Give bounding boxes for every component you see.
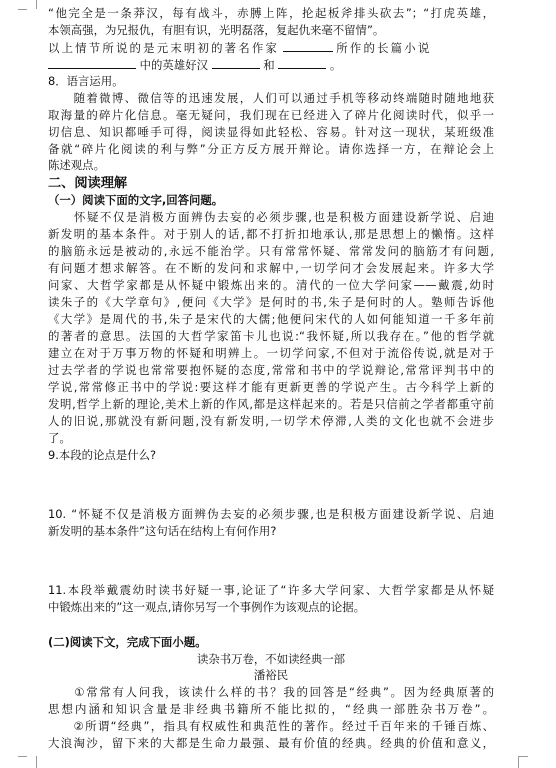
passage2-line-3: ②所谓“经典”，指具有权威性和典范性的著作。经过千百年来的千锤百炼、 [48, 719, 494, 733]
part-1-title: （一）阅读下面的文字,回答问题。 [48, 193, 224, 207]
passage1-line-11: 学说,常常修正书中的学说:要这样才能有更新更善的学说产生。古今科学上新的 [48, 380, 494, 394]
passage2-line-4: 大浪淘沙，留下来的大都是生命力最强、最有价值的经典。经典的价值和意义， [48, 736, 494, 750]
passage2-title: 读杂书万卷，不如读经典一部 [196, 652, 346, 666]
answer-blank-author[interactable] [283, 40, 333, 52]
passage1-line-5: 问家、大哲学家都是从怀疑中锻炼出来的。清代的一位大学问家——戴震,幼时 [48, 278, 494, 292]
part-2-title: (二)阅读下文，完成下面小题。 [48, 635, 207, 649]
answer-blank-hero2[interactable] [278, 57, 326, 69]
crop-mark-bottom-left-h [18, 756, 27, 757]
answer-blank-novel[interactable] [48, 57, 136, 69]
question-10-line-1: 10. “怀疑不仅是消极方面辨伪去妄的必须步骤,也是积极方面建设新学说、启迪 [48, 507, 494, 521]
question-11-line-1: 11.本段举戴震幼时读书好疑一事,论证了“许多大学问家、大哲学家都是从怀疑 [48, 583, 494, 597]
passage1-line-13: 人的旧说,那就没有新问题,没有新发明,一切学术停滞,人类的文化也就不会进步 [48, 414, 494, 428]
question-11-line-2: 中锻炼出来的”这一观点,请你另写一个事例作为该观点的论据。 [48, 600, 366, 614]
q8-para-line-4: 备就“碎片化阅读的利与弊”分正方反方展开辩论。请你选择一方，在辩论会上 [48, 142, 494, 156]
fill-text-2c: 。 [329, 58, 342, 72]
top-line-2: 本领高强，为兄报仇，有胆有识，光明磊落，复起仇来毫不留情”。 [48, 23, 385, 37]
passage1-line-7: 《大学》是周代的书,朱子是宋代的大儒;他便问宋代的人如何能知道一千多年前 [48, 312, 494, 326]
answer-blank-hero1[interactable] [212, 57, 260, 69]
passage1-line-9: 建立在对于万事万物的怀疑和明辨上。一切学问家,不但对于流俗传说,就是对于 [48, 346, 494, 360]
q8-para-line-3: 切信息、知识都唾手可得，阅读显得如此轻松、容易。针对这一现状，某班级准 [48, 125, 494, 139]
question-9: 9.本段的论点是什么? [48, 448, 157, 462]
passage1-line-14: 了。 [48, 431, 71, 445]
crop-mark-bottom-left [27, 756, 37, 768]
passage2-author: 潘裕民 [253, 668, 289, 682]
fill-text-2b: 和 [263, 58, 275, 72]
crop-mark-bottom-right-h [518, 756, 528, 757]
answer-area-11[interactable] [48, 617, 494, 633]
q8-para-line-2: 取海量的碎片化信息。毫无疑问，我们现在已经进入了碎片化阅读时代，似乎一 [48, 108, 494, 122]
passage1-line-12: 发明,哲学上新的理论,美术上新的作风,都是这样起来的。若是只信前之学者都重守前 [48, 397, 494, 411]
question-10-line-2: 新发明的基本条件”这句话在结构上有何作用? [48, 524, 277, 538]
answer-area-9[interactable] [48, 465, 494, 503]
passage1-line-1: 怀疑不仅是消极方面辨伪去妄的必须步骤,也是积极方面建设新学说、启迪 [48, 210, 494, 224]
fill-text-2a: 中的英雄好汉 [139, 58, 208, 72]
q8-para-line-5: 陈述观点。 [48, 158, 105, 172]
fill-text-1b: 所作的长篇小说 [336, 41, 432, 55]
answer-area-10[interactable] [48, 541, 494, 579]
fill-text-1a: 以上情节所说的是元末明初的著名作家 [48, 41, 280, 55]
passage2-line-1: ①常常有人问我，该读什么样的书？我的回答是“经典”。因为经典原著的 [48, 685, 494, 699]
passage1-line-8: 的著者的意思。法国的大哲学家笛卡儿也说:“我怀疑,所以我存在。”他的哲学就 [48, 329, 494, 343]
fill-line-2 [48, 57, 494, 72]
crop-mark-top-left [27, 0, 37, 9]
fill-line-1 [48, 40, 494, 55]
question-8-label: 8．语言运用。 [48, 74, 124, 88]
passage1-line-3: 的脑筋永远是被动的,永远不能治学。只有常常怀疑、常常发问的脑筋才有问题, [48, 244, 494, 258]
crop-mark-top-left-h [18, 9, 27, 10]
passage1-line-2: 新发明的基本条件。对于别人的话,都不打折扣地承认,那是思想上的懒惰。这样 [48, 227, 494, 241]
passage1-line-10: 过去学者的学说也常常要抱怀疑的态度,常常和书中的学说辩论,常常评判书中的 [48, 363, 494, 377]
q8-para-line-1: 随着微博、微信等的迅速发展，人们可以通过手机等移动终端随时随地地获 [48, 91, 494, 105]
top-line-1: “他完全是一条莽汉，每有战斗，赤膊上阵，抡起板斧排头砍去”；“打虎英雄， [48, 6, 494, 20]
section-2-heading: 二、阅读理解 [48, 176, 128, 191]
crop-mark-bottom-right [518, 756, 528, 768]
passage2-line-2: 思想内涵和知识含量是非经典书籍所不能比拟的，“经典一部胜杂书万卷”。 [48, 702, 494, 716]
passage1-line-6: 读朱子的《大学章句》,便问《大学》是何时的书,朱子是何时的人。塾师告诉他 [48, 295, 494, 309]
passage1-line-4: 有问题才想求解答。在不断的发问和求解中,一切学问才会发展起来。许多大学 [48, 261, 494, 275]
